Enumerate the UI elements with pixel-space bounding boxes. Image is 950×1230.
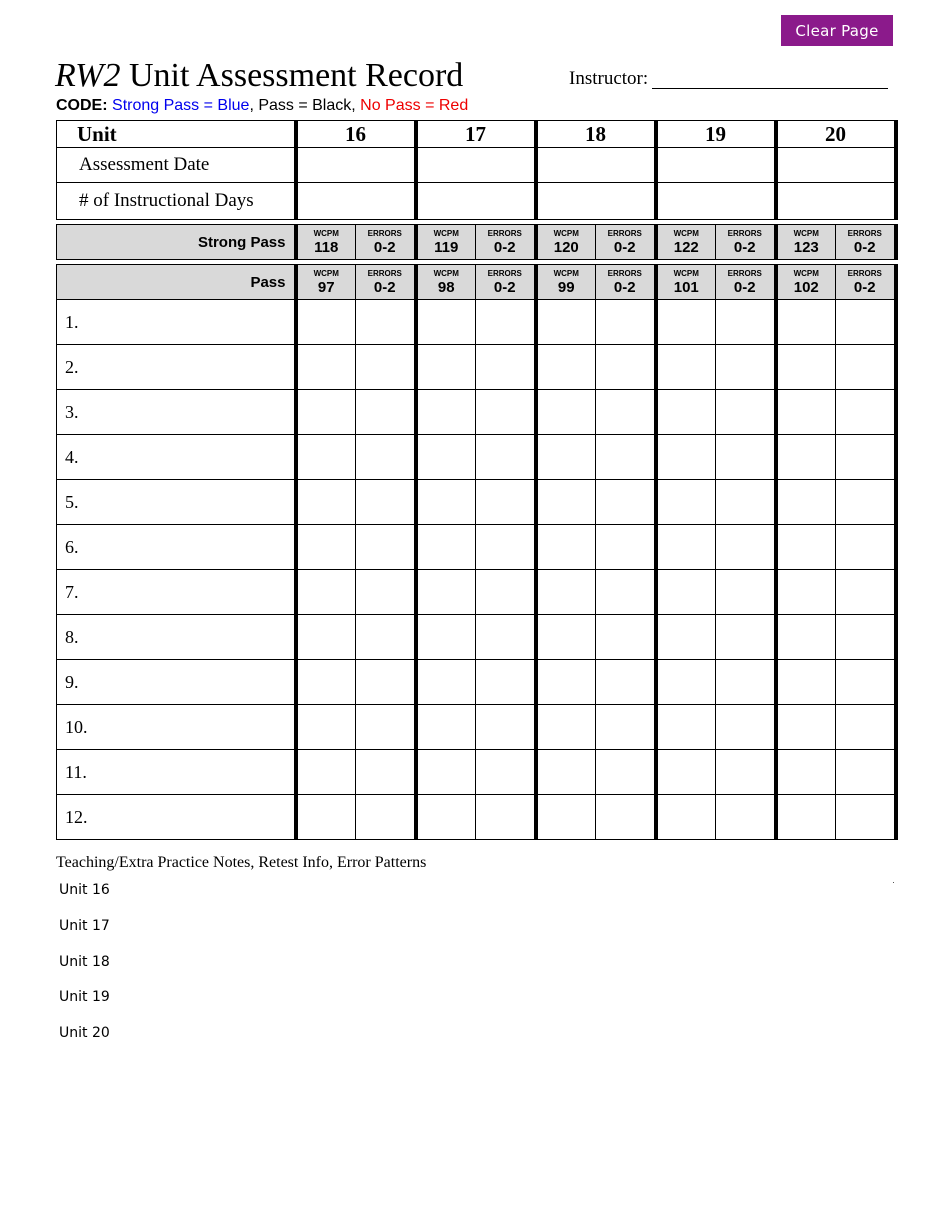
student-number: 8. — [57, 615, 296, 660]
wcpm-entry-cell[interactable] — [656, 480, 716, 525]
errors-entry-cell[interactable] — [356, 570, 416, 615]
wcpm-entry-cell[interactable] — [536, 795, 596, 840]
errors-label: ERRORS — [607, 269, 642, 278]
instructional-days-label: # of Instructional Days — [57, 183, 296, 220]
errors-entry-cell[interactable] — [836, 660, 896, 705]
wcpm-entry-cell[interactable] — [776, 705, 836, 750]
page-title — [55, 54, 463, 98]
wcpm-label: WCPM — [673, 269, 699, 278]
student-row — [57, 705, 896, 750]
wcpm-value: 119 — [434, 239, 459, 256]
errors-entry-cell[interactable] — [716, 570, 776, 615]
errors-value: 0-2 — [493, 239, 516, 256]
wcpm-value: 98 — [437, 279, 455, 296]
wcpm-label: WCPM — [793, 269, 819, 278]
errors-value: 0-2 — [613, 239, 636, 256]
wcpm-label: WCPM — [313, 269, 339, 278]
errors-label: ERRORS — [487, 269, 522, 278]
wcpm-entry-cell[interactable] — [416, 435, 476, 480]
errors-entry-cell[interactable] — [716, 615, 776, 660]
errors-entry-cell[interactable] — [476, 660, 536, 705]
errors-entry-cell[interactable] — [596, 705, 656, 750]
wcpm-entry-cell[interactable] — [416, 705, 476, 750]
errors-entry-cell[interactable] — [596, 615, 656, 660]
errors-benchmark — [716, 265, 776, 300]
wcpm-benchmark — [776, 225, 836, 260]
wcpm-entry-cell[interactable] — [416, 345, 476, 390]
student-number: 2. — [57, 345, 296, 390]
notes-unit-label: Unit 19 — [59, 989, 110, 1006]
pass-benchmark-row — [57, 265, 896, 300]
strong-pass-label: Strong Pass — [57, 225, 296, 260]
wcpm-value: 97 — [317, 279, 335, 296]
wcpm-entry-cell[interactable] — [296, 525, 356, 570]
errors-label: ERRORS — [487, 229, 522, 238]
wcpm-benchmark — [296, 225, 356, 260]
errors-benchmark — [596, 265, 656, 300]
errors-entry-cell[interactable] — [596, 570, 656, 615]
wcpm-entry-cell[interactable] — [416, 660, 476, 705]
errors-entry-cell[interactable] — [716, 345, 776, 390]
errors-value: 0-2 — [853, 279, 876, 296]
errors-entry-cell[interactable] — [716, 300, 776, 345]
student-row — [57, 615, 896, 660]
wcpm-entry-cell[interactable] — [776, 750, 836, 795]
errors-entry-cell[interactable] — [596, 660, 656, 705]
wcpm-benchmark — [416, 225, 476, 260]
wcpm-entry-cell[interactable] — [416, 795, 476, 840]
wcpm-value: 122 — [673, 239, 699, 256]
wcpm-entry-cell[interactable] — [776, 300, 836, 345]
wcpm-entry-cell[interactable] — [536, 660, 596, 705]
wcpm-entry-cell[interactable] — [656, 705, 716, 750]
student-row — [57, 480, 896, 525]
code-strong-pass: Strong Pass = Blue — [112, 97, 250, 114]
wcpm-entry-cell[interactable] — [776, 525, 836, 570]
unit-number: 16 — [296, 121, 416, 148]
wcpm-entry-cell[interactable] — [776, 435, 836, 480]
errors-label: ERRORS — [607, 229, 642, 238]
errors-entry-cell[interactable] — [476, 435, 536, 480]
wcpm-entry-cell[interactable] — [296, 345, 356, 390]
wcpm-entry-cell[interactable] — [416, 570, 476, 615]
errors-entry-cell[interactable] — [596, 750, 656, 795]
errors-benchmark — [716, 225, 776, 260]
wcpm-entry-cell[interactable] — [776, 615, 836, 660]
student-number: 9. — [57, 660, 296, 705]
notes-unit-label: Unit 16 — [59, 882, 110, 898]
instructional-days-input[interactable] — [776, 183, 896, 220]
errors-entry-cell[interactable] — [836, 300, 896, 345]
wcpm-label: WCPM — [553, 269, 579, 278]
wcpm-entry-cell[interactable] — [656, 345, 716, 390]
notes-heading: Teaching/Extra Practice Notes, Retest Info, Error Patterns — [56, 854, 427, 871]
notes-unit-label: Unit 20 — [59, 1025, 110, 1042]
errors-entry-cell[interactable] — [596, 795, 656, 840]
wcpm-benchmark — [776, 265, 836, 300]
assessment-date-row — [57, 148, 896, 183]
instructional-days-input[interactable] — [536, 183, 656, 220]
errors-entry-cell[interactable] — [356, 435, 416, 480]
wcpm-entry-cell[interactable] — [776, 345, 836, 390]
wcpm-entry-cell[interactable] — [416, 615, 476, 660]
wcpm-entry-cell[interactable] — [296, 300, 356, 345]
wcpm-value: 101 — [673, 279, 699, 296]
wcpm-entry-cell[interactable] — [776, 570, 836, 615]
student-row — [57, 570, 896, 615]
clear-page-button[interactable]: Clear Page — [781, 15, 893, 46]
errors-entry-cell[interactable] — [476, 795, 536, 840]
student-number: 12. — [57, 795, 296, 840]
assessment-date-input[interactable] — [656, 148, 776, 183]
errors-label: ERRORS — [847, 269, 882, 278]
wcpm-entry-cell[interactable] — [416, 300, 476, 345]
wcpm-entry-cell[interactable] — [536, 435, 596, 480]
errors-benchmark — [836, 225, 896, 260]
wcpm-entry-cell[interactable] — [296, 435, 356, 480]
student-row — [57, 345, 896, 390]
student-number: 1. — [57, 300, 296, 345]
errors-entry-cell[interactable] — [356, 660, 416, 705]
wcpm-entry-cell[interactable] — [536, 570, 596, 615]
wcpm-entry-cell[interactable] — [536, 750, 596, 795]
student-row — [57, 300, 896, 345]
errors-entry-cell[interactable] — [596, 435, 656, 480]
wcpm-entry-cell[interactable] — [656, 570, 716, 615]
errors-entry-cell[interactable] — [836, 615, 896, 660]
errors-value: 0-2 — [613, 279, 636, 296]
errors-entry-cell[interactable] — [836, 570, 896, 615]
student-row — [57, 750, 896, 795]
code-pass: Pass = Black — [258, 97, 352, 114]
wcpm-entry-cell[interactable] — [296, 570, 356, 615]
wcpm-entry-cell[interactable] — [656, 795, 716, 840]
wcpm-entry-cell[interactable] — [776, 795, 836, 840]
errors-entry-cell[interactable] — [596, 300, 656, 345]
errors-benchmark — [476, 265, 536, 300]
unit-header-row — [57, 121, 896, 148]
instructional-days-input[interactable] — [416, 183, 536, 220]
wcpm-benchmark — [296, 265, 356, 300]
student-number: 7. — [57, 570, 296, 615]
wcpm-entry-cell[interactable] — [296, 660, 356, 705]
student-row — [57, 525, 896, 570]
wcpm-benchmark — [536, 225, 596, 260]
errors-benchmark — [836, 265, 896, 300]
wcpm-label: WCPM — [673, 229, 699, 238]
wcpm-entry-cell[interactable] — [536, 615, 596, 660]
errors-entry-cell[interactable] — [716, 480, 776, 525]
errors-entry-cell[interactable] — [596, 390, 656, 435]
wcpm-entry-cell[interactable] — [416, 390, 476, 435]
wcpm-benchmark — [416, 265, 476, 300]
wcpm-entry-cell[interactable] — [296, 705, 356, 750]
student-number: 10. — [57, 705, 296, 750]
assessment-date-input[interactable] — [416, 148, 536, 183]
errors-benchmark — [596, 225, 656, 260]
errors-entry-cell[interactable] — [836, 750, 896, 795]
errors-entry-cell[interactable] — [596, 345, 656, 390]
unit-number: 20 — [776, 121, 896, 148]
wcpm-label: WCPM — [433, 269, 459, 278]
errors-entry-cell[interactable] — [836, 345, 896, 390]
errors-entry-cell[interactable] — [476, 570, 536, 615]
errors-entry-cell[interactable] — [716, 750, 776, 795]
student-number: 5. — [57, 480, 296, 525]
instructional-days-row — [57, 183, 896, 220]
wcpm-entry-cell[interactable] — [536, 300, 596, 345]
divider-dot — [893, 882, 894, 883]
instructor-input[interactable] — [652, 68, 888, 89]
wcpm-entry-cell[interactable] — [536, 705, 596, 750]
wcpm-entry-cell[interactable] — [296, 750, 356, 795]
code-no-pass: No Pass = Red — [360, 97, 469, 114]
wcpm-entry-cell[interactable] — [416, 480, 476, 525]
wcpm-entry-cell[interactable] — [656, 300, 716, 345]
errors-value: 0-2 — [733, 279, 756, 296]
errors-entry-cell[interactable] — [476, 615, 536, 660]
wcpm-entry-cell[interactable] — [536, 390, 596, 435]
assessment-date-input[interactable] — [296, 148, 416, 183]
program-name: RW2 — [55, 57, 121, 94]
wcpm-entry-cell[interactable] — [296, 390, 356, 435]
wcpm-entry-cell[interactable] — [656, 390, 716, 435]
errors-entry-cell[interactable] — [476, 480, 536, 525]
errors-entry-cell[interactable] — [476, 750, 536, 795]
unit-number: 19 — [656, 121, 776, 148]
errors-entry-cell[interactable] — [356, 300, 416, 345]
errors-entry-cell[interactable] — [476, 390, 536, 435]
assessment-date-input[interactable] — [536, 148, 656, 183]
wcpm-label: WCPM — [313, 229, 339, 238]
errors-entry-cell[interactable] — [476, 525, 536, 570]
strong-pass-benchmark-row — [57, 225, 896, 260]
notes-unit-label: Unit 17 — [59, 917, 110, 934]
errors-entry-cell[interactable] — [356, 480, 416, 525]
errors-label: ERRORS — [847, 229, 882, 238]
errors-value: 0-2 — [493, 279, 516, 296]
errors-label: ERRORS — [367, 269, 402, 278]
wcpm-entry-cell[interactable] — [776, 390, 836, 435]
student-number: 4. — [57, 435, 296, 480]
wcpm-entry-cell[interactable] — [656, 615, 716, 660]
wcpm-value: 120 — [553, 239, 579, 256]
wcpm-label: WCPM — [793, 229, 819, 238]
errors-value: 0-2 — [373, 279, 396, 296]
errors-entry-cell[interactable] — [356, 705, 416, 750]
wcpm-entry-cell[interactable] — [536, 480, 596, 525]
errors-entry-cell[interactable] — [356, 750, 416, 795]
errors-entry-cell[interactable] — [716, 390, 776, 435]
errors-label: ERRORS — [367, 229, 402, 238]
student-number: 3. — [57, 390, 296, 435]
errors-benchmark — [356, 225, 416, 260]
assessment-table — [56, 120, 898, 840]
wcpm-entry-cell[interactable] — [416, 525, 476, 570]
student-row — [57, 660, 896, 705]
errors-entry-cell[interactable] — [596, 525, 656, 570]
errors-entry-cell[interactable] — [836, 705, 896, 750]
errors-entry-cell[interactable] — [836, 795, 896, 840]
wcpm-label: WCPM — [553, 229, 579, 238]
wcpm-entry-cell[interactable] — [656, 435, 716, 480]
errors-entry-cell[interactable] — [716, 525, 776, 570]
student-row — [57, 795, 896, 840]
errors-entry-cell[interactable] — [716, 705, 776, 750]
instructor-field — [569, 66, 888, 92]
errors-entry-cell[interactable] — [836, 525, 896, 570]
errors-value: 0-2 — [853, 239, 876, 256]
pass-label: Pass — [57, 265, 296, 300]
wcpm-value: 118 — [314, 239, 339, 256]
errors-entry-cell[interactable] — [476, 300, 536, 345]
wcpm-entry-cell[interactable] — [656, 750, 716, 795]
errors-value: 0-2 — [733, 239, 756, 256]
errors-entry-cell[interactable] — [476, 705, 536, 750]
wcpm-entry-cell[interactable] — [416, 750, 476, 795]
unit-label: Unit — [57, 121, 296, 148]
student-number: 11. — [57, 750, 296, 795]
wcpm-entry-cell[interactable] — [296, 795, 356, 840]
wcpm-value: 123 — [793, 239, 819, 256]
errors-entry-cell[interactable] — [356, 345, 416, 390]
wcpm-value: 99 — [557, 279, 575, 296]
code-separator: , — [249, 97, 259, 114]
errors-entry-cell[interactable] — [716, 795, 776, 840]
errors-entry-cell[interactable] — [356, 615, 416, 660]
wcpm-entry-cell[interactable] — [296, 480, 356, 525]
assessment-date-input[interactable] — [776, 148, 896, 183]
student-number: 6. — [57, 525, 296, 570]
wcpm-entry-cell[interactable] — [776, 660, 836, 705]
errors-entry-cell[interactable] — [716, 660, 776, 705]
instructional-days-input[interactable] — [296, 183, 416, 220]
errors-entry-cell[interactable] — [836, 480, 896, 525]
errors-benchmark — [356, 265, 416, 300]
assessment-date-label: Assessment Date — [57, 148, 296, 183]
errors-label: ERRORS — [727, 229, 762, 238]
errors-entry-cell[interactable] — [716, 435, 776, 480]
wcpm-entry-cell[interactable] — [776, 480, 836, 525]
errors-entry-cell[interactable] — [356, 795, 416, 840]
wcpm-benchmark — [656, 225, 716, 260]
unit-number: 18 — [536, 121, 656, 148]
errors-value: 0-2 — [373, 239, 396, 256]
errors-entry-cell[interactable] — [356, 525, 416, 570]
wcpm-entry-cell[interactable] — [536, 525, 596, 570]
wcpm-entry-cell[interactable] — [536, 345, 596, 390]
unit-number: 17 — [416, 121, 536, 148]
errors-entry-cell[interactable] — [476, 345, 536, 390]
wcpm-value: 102 — [793, 279, 819, 296]
wcpm-label: WCPM — [433, 229, 459, 238]
student-row — [57, 390, 896, 435]
title-text: Unit Assessment Record — [120, 57, 464, 94]
code-label: CODE: — [56, 97, 108, 114]
wcpm-entry-cell[interactable] — [296, 615, 356, 660]
notes-unit-label: Unit 18 — [59, 953, 110, 970]
wcpm-benchmark — [536, 265, 596, 300]
wcpm-entry-cell[interactable] — [656, 660, 716, 705]
wcpm-entry-cell[interactable] — [656, 525, 716, 570]
instructor-label: Instructor: — [569, 68, 649, 89]
errors-entry-cell[interactable] — [596, 480, 656, 525]
errors-entry-cell[interactable] — [836, 435, 896, 480]
errors-entry-cell[interactable] — [836, 390, 896, 435]
errors-label: ERRORS — [727, 269, 762, 278]
errors-entry-cell[interactable] — [356, 390, 416, 435]
code-separator: , — [351, 97, 361, 114]
wcpm-benchmark — [656, 265, 716, 300]
errors-benchmark — [476, 225, 536, 260]
color-code-legend — [56, 96, 468, 116]
student-row — [57, 435, 896, 480]
instructional-days-input[interactable] — [656, 183, 776, 220]
